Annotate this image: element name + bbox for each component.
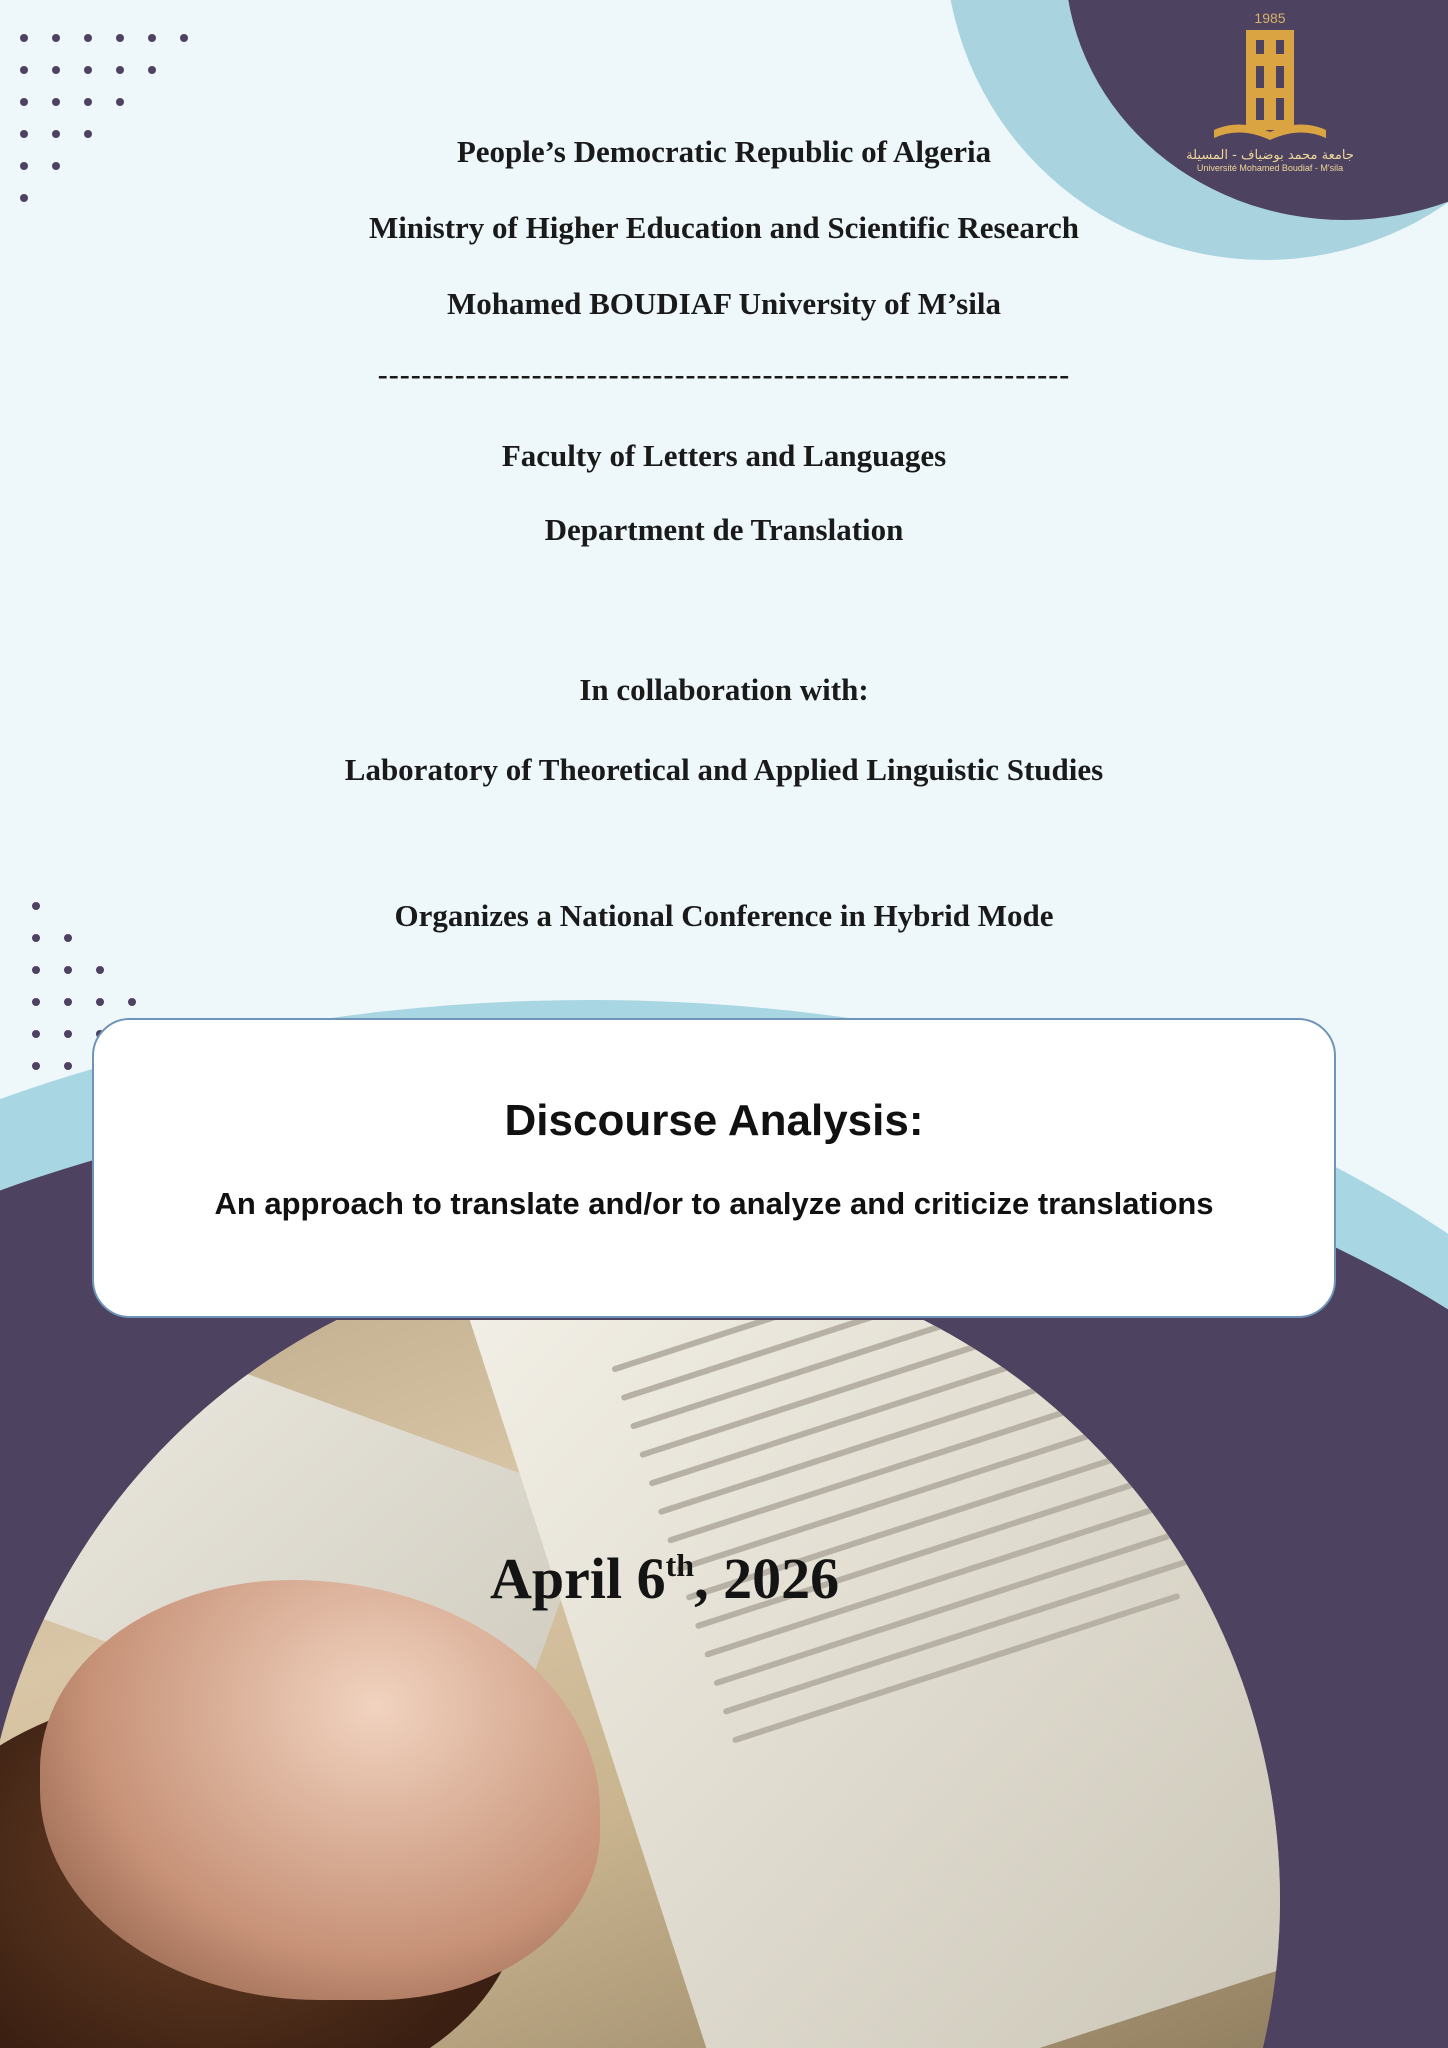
logo-year: 1985: [1254, 10, 1286, 26]
dot-pattern-top: [20, 34, 200, 224]
photo-circle: [0, 1320, 1280, 2048]
conference-title: Discourse Analysis:: [504, 1096, 924, 1145]
faculty-name: Faculty of Letters and Languages: [501, 438, 947, 473]
date-month-day: April 6: [490, 1546, 666, 1611]
book-right-page: [460, 1320, 1280, 2048]
logo-french-name: Université Mohamed Boudiaf - M'sila: [1196, 163, 1344, 173]
ministry-name: Ministry of Higher Education and Scientific Research: [368, 210, 1080, 245]
conference-announcement: Organizes a National Conference in Hybrid Mode: [394, 898, 1054, 933]
country-name: People’s Democratic Republic of Algeria: [456, 134, 992, 169]
conference-date: [490, 1545, 839, 1612]
divider-line: ---------------------------------------------------------------: [377, 358, 1071, 391]
logo-arabic-name: جامعة محمد بوضياف - المسيلة: [1186, 148, 1354, 163]
department-name: Department de Translation: [544, 512, 904, 547]
collaboration-label: In collaboration with:: [579, 672, 869, 707]
university-name: Mohamed BOUDIAF University of M’sila: [447, 286, 1001, 321]
conference-title-box: [92, 1018, 1336, 1318]
reading-book-photo: [0, 1320, 1448, 2048]
conference-subtitle: An approach to translate and/or to analyze and criticize translations: [214, 1186, 1214, 1221]
date-ordinal-suffix: th: [665, 1547, 695, 1583]
laboratory-name: Laboratory of Theoretical and Applied Linguistic Studies: [344, 752, 1104, 787]
tower-book-icon: [1210, 26, 1330, 146]
date-year: , 2026: [694, 1546, 840, 1611]
